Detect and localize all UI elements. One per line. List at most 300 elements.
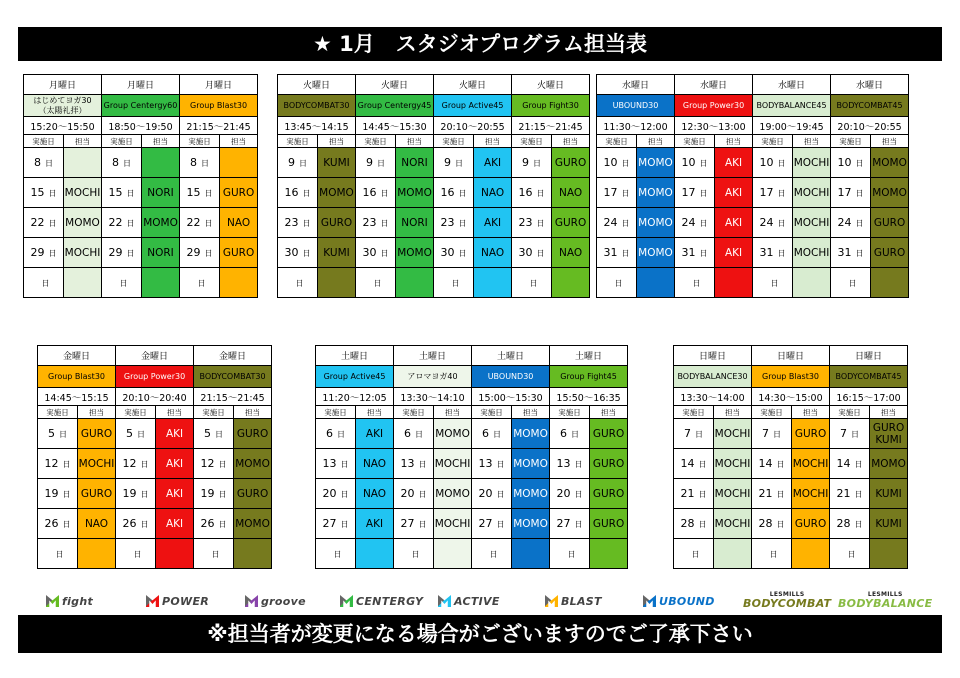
date-cell: 27 日 — [550, 509, 590, 539]
staff-header: 担当 — [590, 406, 628, 419]
staff-header: 担当 — [793, 135, 831, 148]
date-cell: 24 日 — [675, 208, 715, 238]
program-name: Group Centergy45 — [356, 95, 434, 117]
day-suffix: 日 — [197, 279, 206, 288]
date-cell — [831, 268, 871, 298]
day-suffix: 日 — [776, 490, 785, 499]
date-header: 実施日 — [316, 406, 356, 419]
date-header: 実施日 — [180, 135, 220, 148]
day-suffix: 日 — [699, 249, 708, 258]
date-cell: 21 日 — [674, 479, 714, 509]
date-cell: 9 日 — [278, 148, 318, 178]
date-cell: 28 日 — [674, 509, 714, 539]
instructor-cell — [871, 268, 909, 298]
date-cell: 6 日 — [550, 419, 590, 449]
day-suffix: 日 — [337, 430, 345, 439]
instructor-cell: NAO — [356, 479, 394, 509]
date-cell: 23 日 — [512, 208, 552, 238]
date-cell — [753, 268, 793, 298]
day-suffix: 日 — [380, 219, 389, 228]
date-cell — [316, 539, 356, 569]
instructor-cell: AKI — [156, 509, 194, 539]
date-cell — [102, 268, 142, 298]
date-cell: 16 日 — [278, 178, 318, 208]
instructor-cell: MOMO — [637, 148, 675, 178]
day-label: 金曜日 — [116, 346, 194, 366]
instructor-cell: MOMO — [871, 178, 909, 208]
day-suffix: 日 — [698, 460, 707, 469]
date-cell — [752, 539, 792, 569]
staff-header: 担当 — [871, 135, 909, 148]
instructor-cell: MOCHI — [714, 419, 752, 449]
day-suffix: 日 — [126, 249, 135, 258]
class-time: 11:30～12:00 — [597, 117, 675, 135]
instructor-cell: NORI — [142, 238, 180, 268]
class-time: 16:15～17:00 — [830, 388, 908, 406]
date-cell: 14 日 — [830, 449, 870, 479]
instructor-cell: KUMI — [870, 509, 908, 539]
date-cell: 17 日 — [675, 178, 715, 208]
day-suffix: 日 — [621, 159, 630, 168]
day-label: 水曜日 — [597, 75, 675, 95]
instructor-cell: GURO — [792, 509, 830, 539]
date-cell: 13 日 — [316, 449, 356, 479]
schedule-table — [315, 345, 628, 569]
program-name: Group Fight30 — [512, 95, 590, 117]
instructor-cell: GURO — [318, 208, 356, 238]
program-name: Group Blast30 — [180, 95, 258, 117]
date-cell: 27 日 — [316, 509, 356, 539]
instructor-cell: MOMO — [142, 208, 180, 238]
date-cell: 8 日 — [180, 148, 220, 178]
instructor-cell: MOMO — [512, 419, 550, 449]
date-cell: 15 日 — [24, 178, 64, 208]
instructor-cell: MOCHI — [64, 238, 102, 268]
instructor-cell: AKI — [715, 238, 753, 268]
staff-header: 担当 — [318, 135, 356, 148]
date-cell: 22 日 — [24, 208, 64, 238]
day-suffix: 日 — [140, 520, 149, 529]
date-cell: 20 日 — [316, 479, 356, 509]
instructor-cell: AKI — [715, 178, 753, 208]
date-cell: 16 日 — [512, 178, 552, 208]
date-cell: 12 日 — [38, 449, 78, 479]
instructor-cell: MOCHI — [792, 479, 830, 509]
day-suffix: 日 — [848, 279, 857, 288]
date-cell: 23 日 — [434, 208, 474, 238]
day-suffix: 日 — [380, 189, 389, 198]
day-suffix: 日 — [218, 490, 227, 499]
instructor-cell: NAO — [356, 449, 394, 479]
day-suffix: 日 — [201, 159, 210, 168]
date-cell — [278, 268, 318, 298]
instructor-cell: MOCHI — [78, 449, 116, 479]
date-cell: 24 日 — [597, 208, 637, 238]
instructor-cell: NAO — [78, 509, 116, 539]
logo-mark-icon — [438, 595, 451, 607]
class-time: 14:45～15:15 — [38, 388, 116, 406]
date-cell: 5 日 — [194, 419, 234, 449]
ubound-logo: UBOUND — [643, 588, 715, 614]
day-suffix: 日 — [333, 550, 342, 559]
day-label: 日曜日 — [674, 346, 752, 366]
date-cell: 26 日 — [38, 509, 78, 539]
instructor-cell: MOMO — [637, 208, 675, 238]
date-cell: 31 日 — [831, 238, 871, 268]
day-suffix: 日 — [854, 460, 863, 469]
date-header: 実施日 — [394, 406, 434, 419]
date-cell — [194, 539, 234, 569]
instructor-cell: GURO — [220, 238, 258, 268]
date-header: 実施日 — [194, 406, 234, 419]
instructor-cell: MOMO — [870, 449, 908, 479]
instructor-cell: GURO — [590, 449, 628, 479]
date-header: 実施日 — [831, 135, 871, 148]
day-suffix: 日 — [48, 189, 57, 198]
day-suffix: 日 — [536, 249, 545, 258]
instructor-cell: MOMO — [234, 509, 272, 539]
staff-header: 担当 — [396, 135, 434, 148]
program-name: BODYCOMBAT30 — [194, 366, 272, 388]
date-header: 実施日 — [753, 135, 793, 148]
instructor-cell: KUMI — [318, 148, 356, 178]
date-cell: 12 日 — [116, 449, 156, 479]
day-suffix: 日 — [48, 219, 57, 228]
class-time: 12:30～13:00 — [675, 117, 753, 135]
instructor-cell: GURO — [234, 419, 272, 449]
date-header: 実施日 — [24, 135, 64, 148]
day-suffix: 日 — [695, 430, 703, 439]
staff-header: 担当 — [64, 135, 102, 148]
schedule-table — [37, 345, 272, 569]
instructor-cell — [64, 148, 102, 178]
day-suffix: 日 — [769, 550, 778, 559]
day-suffix: 日 — [340, 490, 349, 499]
blast-logo: BLAST — [545, 588, 602, 614]
power-logo: POWER — [146, 588, 209, 614]
instructor-cell — [793, 268, 831, 298]
program-name: Group Centergy60 — [102, 95, 180, 117]
date-cell: 10 日 — [753, 148, 793, 178]
date-cell: 12 日 — [194, 449, 234, 479]
date-cell: 27 日 — [394, 509, 434, 539]
day-suffix: 日 — [299, 159, 307, 168]
day-label: 火曜日 — [356, 75, 434, 95]
instructor-cell: MOMO — [396, 238, 434, 268]
day-label: 土曜日 — [472, 346, 550, 366]
class-time: 20:10～20:55 — [434, 117, 512, 135]
instructor-cell: MOCHI — [793, 178, 831, 208]
instructor-cell: MOCHI — [793, 208, 831, 238]
instructor-cell — [590, 539, 628, 569]
day-suffix: 日 — [489, 550, 498, 559]
day-suffix: 日 — [699, 159, 708, 168]
date-cell — [434, 268, 474, 298]
date-cell — [674, 539, 714, 569]
active-logo: ACTIVE — [438, 588, 500, 614]
day-suffix: 日 — [119, 279, 128, 288]
date-cell: 9 日 — [356, 148, 396, 178]
centergy-logo: CENTERGY — [340, 588, 423, 614]
day-label: 水曜日 — [675, 75, 753, 95]
date-cell: 14 日 — [752, 449, 792, 479]
instructor-cell — [474, 268, 512, 298]
date-cell: 19 日 — [38, 479, 78, 509]
instructor-cell — [637, 268, 675, 298]
staff-header: 担当 — [512, 406, 550, 419]
program-name: Group Fight45 — [550, 366, 628, 388]
day-suffix: 日 — [458, 219, 467, 228]
instructor-cell: AKI — [156, 479, 194, 509]
date-header: 実施日 — [675, 135, 715, 148]
staff-header: 担当 — [792, 406, 830, 419]
instructor-cell: NAO — [552, 238, 590, 268]
class-time: 15:20～15:50 — [24, 117, 102, 135]
instructor-cell: AKI — [356, 419, 394, 449]
instructor-cell: GURO — [871, 238, 909, 268]
day-label: 月曜日 — [24, 75, 102, 95]
logo-mark-icon — [643, 595, 656, 607]
day-suffix: 日 — [140, 490, 149, 499]
instructor-cell: MOMO — [434, 479, 472, 509]
day-suffix: 日 — [123, 159, 132, 168]
instructor-cell: GURO — [220, 178, 258, 208]
instructor-cell: NORI — [396, 148, 434, 178]
date-cell: 31 日 — [753, 238, 793, 268]
instructor-cell: NORI — [396, 208, 434, 238]
date-cell: 15 日 — [102, 178, 142, 208]
date-cell: 26 日 — [194, 509, 234, 539]
instructor-cell: AKI — [156, 419, 194, 449]
day-suffix: 日 — [847, 550, 856, 559]
day-suffix: 日 — [536, 219, 545, 228]
day-label: 月曜日 — [102, 75, 180, 95]
day-suffix: 日 — [777, 189, 786, 198]
program-logos — [18, 588, 942, 614]
class-time: 15:50～16:35 — [550, 388, 628, 406]
day-suffix: 日 — [302, 249, 311, 258]
day-suffix: 日 — [621, 219, 630, 228]
date-header: 実施日 — [512, 135, 552, 148]
instructor-cell: MOCHI — [793, 238, 831, 268]
day-suffix: 日 — [455, 159, 464, 168]
date-cell — [24, 268, 64, 298]
class-time: 14:30～15:00 — [752, 388, 830, 406]
schedule-table — [23, 74, 258, 298]
staff-header: 担当 — [234, 406, 272, 419]
day-suffix: 日 — [340, 460, 349, 469]
date-cell — [472, 539, 512, 569]
day-suffix: 日 — [215, 430, 224, 439]
day-suffix: 日 — [458, 249, 467, 258]
date-cell: 14 日 — [674, 449, 714, 479]
day-label: 日曜日 — [752, 346, 830, 366]
date-cell: 6 日 — [472, 419, 512, 449]
instructor-cell: GURO — [590, 509, 628, 539]
schedule-table — [596, 74, 909, 298]
day-label: 日曜日 — [830, 346, 908, 366]
program-name: Group Blast30 — [38, 366, 116, 388]
class-time: 13:45～14:15 — [278, 117, 356, 135]
day-suffix: 日 — [340, 520, 349, 529]
instructor-cell: MOMO — [234, 449, 272, 479]
day-suffix: 日 — [621, 189, 630, 198]
instructor-cell — [318, 268, 356, 298]
program-name: BODYCOMBAT45 — [831, 95, 909, 117]
date-cell: 20 日 — [550, 479, 590, 509]
program-name: UBOUND30 — [472, 366, 550, 388]
instructor-cell: AKI — [715, 148, 753, 178]
instructor-cell — [142, 148, 180, 178]
day-suffix: 日 — [126, 189, 135, 198]
date-cell: 8 日 — [24, 148, 64, 178]
instructor-cell: MOMO — [637, 238, 675, 268]
instructor-cell: GURO — [590, 479, 628, 509]
day-suffix: 日 — [773, 430, 782, 439]
bodybalance-logo: LESMILLS BODYBALANCE — [838, 591, 933, 610]
day-suffix: 日 — [218, 460, 227, 469]
date-cell: 17 日 — [753, 178, 793, 208]
program-name: UBOUND30 — [597, 95, 675, 117]
date-cell: 15 日 — [180, 178, 220, 208]
instructor-cell: GURO — [78, 419, 116, 449]
day-suffix: 日 — [302, 219, 311, 228]
date-header: 実施日 — [550, 406, 590, 419]
day-label: 火曜日 — [434, 75, 512, 95]
day-suffix: 日 — [699, 219, 708, 228]
instructor-cell: GURO — [234, 479, 272, 509]
day-suffix: 日 — [699, 189, 708, 198]
day-suffix: 日 — [62, 460, 71, 469]
instructor-cell: GURO — [871, 208, 909, 238]
program-name: BODYCOMBAT45 — [830, 366, 908, 388]
date-cell: 22 日 — [102, 208, 142, 238]
instructor-cell: NAO — [474, 238, 512, 268]
day-suffix: 日 — [691, 550, 700, 559]
date-cell: 30 日 — [434, 238, 474, 268]
date-cell: 9 日 — [512, 148, 552, 178]
instructor-cell: MOMO — [512, 509, 550, 539]
day-suffix: 日 — [621, 249, 630, 258]
day-suffix: 日 — [411, 550, 420, 559]
day-suffix: 日 — [133, 550, 142, 559]
instructor-cell: MOCHI — [434, 509, 472, 539]
date-cell: 13 日 — [550, 449, 590, 479]
day-suffix: 日 — [496, 490, 505, 499]
day-suffix: 日 — [62, 520, 71, 529]
instructor-cell: GURO KUMI — [870, 419, 908, 449]
date-cell: 7 日 — [830, 419, 870, 449]
date-cell: 10 日 — [675, 148, 715, 178]
instructor-cell — [552, 268, 590, 298]
instructor-cell: AKI — [715, 208, 753, 238]
logo-mark-icon — [340, 595, 353, 607]
program-name: Group Power30 — [675, 95, 753, 117]
date-cell: 29 日 — [180, 238, 220, 268]
class-time: 21:15～21:45 — [194, 388, 272, 406]
date-header: 実施日 — [278, 135, 318, 148]
date-cell: 20 日 — [472, 479, 512, 509]
day-suffix: 日 — [418, 520, 427, 529]
instructor-cell: AKI — [156, 449, 194, 479]
date-cell: 28 日 — [830, 509, 870, 539]
instructor-cell: MOMO — [318, 178, 356, 208]
date-header: 実施日 — [356, 135, 396, 148]
class-time: 13:30～14:10 — [394, 388, 472, 406]
date-cell: 17 日 — [831, 178, 871, 208]
staff-header: 担当 — [156, 406, 194, 419]
date-cell: 23 日 — [356, 208, 396, 238]
instructor-cell: MOMO — [512, 449, 550, 479]
day-suffix: 日 — [692, 279, 701, 288]
day-suffix: 日 — [496, 460, 505, 469]
date-cell: 10 日 — [831, 148, 871, 178]
class-time: 14:45～15:30 — [356, 117, 434, 135]
day-suffix: 日 — [855, 219, 864, 228]
day-label: 土曜日 — [550, 346, 628, 366]
day-suffix: 日 — [380, 249, 389, 258]
day-label: 土曜日 — [394, 346, 472, 366]
logo-mark-icon — [46, 595, 59, 607]
day-suffix: 日 — [59, 430, 67, 439]
date-cell: 16 日 — [434, 178, 474, 208]
program-name: Group Power30 — [116, 366, 194, 388]
instructor-cell: MOMO — [512, 479, 550, 509]
day-suffix: 日 — [777, 249, 786, 258]
date-header: 実施日 — [434, 135, 474, 148]
instructor-cell: KUMI — [318, 238, 356, 268]
date-cell: 26 日 — [116, 509, 156, 539]
date-header: 実施日 — [472, 406, 512, 419]
day-suffix: 日 — [451, 279, 460, 288]
instructor-cell: MOCHI — [792, 449, 830, 479]
instructor-cell: NAO — [474, 178, 512, 208]
date-cell: 8 日 — [102, 148, 142, 178]
date-cell: 23 日 — [278, 208, 318, 238]
date-cell: 30 日 — [278, 238, 318, 268]
day-suffix: 日 — [770, 279, 779, 288]
day-label: 金曜日 — [194, 346, 272, 366]
day-suffix: 日 — [302, 189, 311, 198]
date-cell: 20 日 — [394, 479, 434, 509]
schedule-table — [277, 74, 590, 298]
day-suffix: 日 — [855, 159, 864, 168]
instructor-cell: GURO — [792, 419, 830, 449]
instructor-cell: KUMI — [870, 479, 908, 509]
day-suffix: 日 — [48, 249, 57, 258]
instructor-cell: MOMO — [64, 208, 102, 238]
day-suffix: 日 — [493, 430, 502, 439]
day-suffix: 日 — [777, 219, 786, 228]
staff-header: 担当 — [142, 135, 180, 148]
instructor-cell: GURO — [552, 208, 590, 238]
instructor-cell: NAO — [220, 208, 258, 238]
instructor-cell — [715, 268, 753, 298]
date-header: 実施日 — [38, 406, 78, 419]
instructor-cell — [870, 539, 908, 569]
day-suffix: 日 — [140, 460, 149, 469]
day-label: 金曜日 — [38, 346, 116, 366]
instructor-cell — [220, 268, 258, 298]
instructor-cell: GURO — [590, 419, 628, 449]
date-cell: 13 日 — [394, 449, 434, 479]
day-suffix: 日 — [41, 279, 50, 288]
date-cell: 5 日 — [116, 419, 156, 449]
date-cell: 16 日 — [356, 178, 396, 208]
instructor-cell: MOCHI — [64, 178, 102, 208]
date-cell — [830, 539, 870, 569]
instructor-cell: AKI — [474, 148, 512, 178]
